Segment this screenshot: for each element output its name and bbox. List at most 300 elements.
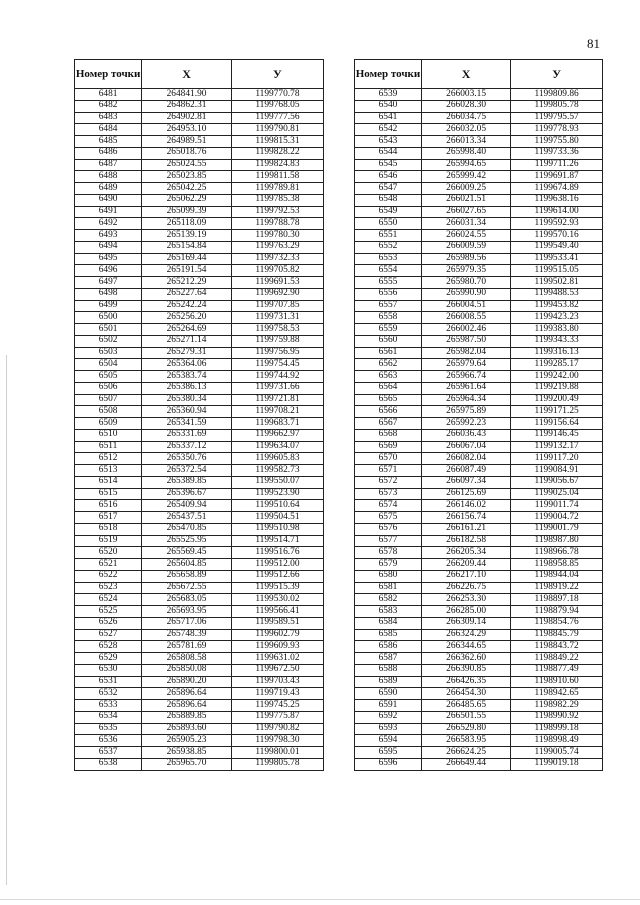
cell-point-number: 6536 bbox=[75, 735, 142, 747]
cell-x: 265990.90 bbox=[421, 288, 510, 300]
cell-y: 1199605.83 bbox=[231, 453, 323, 465]
cell-point-number: 6548 bbox=[355, 194, 422, 206]
table-row bbox=[355, 418, 603, 430]
table-row bbox=[75, 441, 324, 453]
cell-point-number: 6588 bbox=[355, 664, 422, 676]
cell-y: 1199815.31 bbox=[231, 136, 323, 148]
table-row bbox=[75, 288, 324, 300]
cell-point-number: 6523 bbox=[75, 582, 142, 594]
table-row bbox=[355, 253, 603, 265]
table-row bbox=[75, 535, 324, 547]
cell-x: 265717.06 bbox=[142, 617, 232, 629]
cell-y: 1199711.26 bbox=[511, 159, 603, 171]
cell-point-number: 6532 bbox=[75, 688, 142, 700]
cell-x: 265672.55 bbox=[142, 582, 232, 594]
scan-edge-line bbox=[6, 355, 7, 885]
cell-point-number: 6549 bbox=[355, 206, 422, 218]
cell-x: 266082.04 bbox=[421, 453, 510, 465]
table-row bbox=[355, 582, 603, 594]
table-row bbox=[75, 159, 324, 171]
cell-point-number: 6570 bbox=[355, 453, 422, 465]
cell-point-number: 6493 bbox=[75, 230, 142, 242]
table-row bbox=[355, 629, 603, 641]
table-row bbox=[355, 700, 603, 712]
cell-y: 1199745.25 bbox=[231, 700, 323, 712]
cell-point-number: 6552 bbox=[355, 241, 422, 253]
cell-point-number: 6505 bbox=[75, 371, 142, 383]
table-row bbox=[355, 688, 603, 700]
table-row bbox=[355, 124, 603, 136]
cell-y: 1199084.91 bbox=[511, 465, 603, 477]
cell-y: 1199768.05 bbox=[231, 100, 323, 112]
cell-point-number: 6572 bbox=[355, 476, 422, 488]
cell-x: 266182.58 bbox=[421, 535, 510, 547]
cell-point-number: 6566 bbox=[355, 406, 422, 418]
cell-x: 266009.25 bbox=[421, 183, 510, 195]
table-row bbox=[75, 500, 324, 512]
table-row bbox=[75, 218, 324, 230]
cell-point-number: 6573 bbox=[355, 488, 422, 500]
cell-x: 265961.64 bbox=[421, 382, 510, 394]
cell-point-number: 6514 bbox=[75, 476, 142, 488]
cell-point-number: 6553 bbox=[355, 253, 422, 265]
cell-x: 265023.85 bbox=[142, 171, 232, 183]
cell-point-number: 6494 bbox=[75, 241, 142, 253]
cell-point-number: 6528 bbox=[75, 641, 142, 653]
cell-x: 266156.74 bbox=[421, 512, 510, 524]
cell-point-number: 6590 bbox=[355, 688, 422, 700]
cell-x: 265982.04 bbox=[421, 347, 510, 359]
table-row bbox=[75, 371, 324, 383]
cell-y: 1199759.88 bbox=[231, 335, 323, 347]
cell-y: 1198877.49 bbox=[511, 664, 603, 676]
cell-point-number: 6564 bbox=[355, 382, 422, 394]
table-row bbox=[355, 453, 603, 465]
table-row bbox=[355, 594, 603, 606]
cell-y: 1198998.49 bbox=[511, 735, 603, 747]
cell-y: 1199775.87 bbox=[231, 711, 323, 723]
cell-point-number: 6484 bbox=[75, 124, 142, 136]
header-y: У bbox=[231, 60, 323, 89]
cell-point-number: 6533 bbox=[75, 700, 142, 712]
cell-y: 1199703.43 bbox=[231, 676, 323, 688]
cell-point-number: 6517 bbox=[75, 512, 142, 524]
cell-point-number: 6529 bbox=[75, 653, 142, 665]
cell-x: 266485.65 bbox=[421, 700, 510, 712]
cell-y: 1199523.90 bbox=[231, 488, 323, 500]
table-row bbox=[75, 429, 324, 441]
cell-point-number: 6545 bbox=[355, 159, 422, 171]
cell-x: 265994.65 bbox=[421, 159, 510, 171]
cell-x: 265331.69 bbox=[142, 429, 232, 441]
cell-y: 1198854.76 bbox=[511, 617, 603, 629]
cell-y: 1199790.82 bbox=[231, 723, 323, 735]
cell-y: 1199117.20 bbox=[511, 453, 603, 465]
cell-point-number: 6582 bbox=[355, 594, 422, 606]
table-row bbox=[75, 335, 324, 347]
cell-x: 266362.60 bbox=[421, 653, 510, 665]
cell-point-number: 6551 bbox=[355, 230, 422, 242]
cell-y: 1199242.00 bbox=[511, 371, 603, 383]
table-row bbox=[75, 418, 324, 430]
cell-point-number: 6489 bbox=[75, 183, 142, 195]
cell-x: 265256.20 bbox=[142, 312, 232, 324]
coordinates-table-right bbox=[354, 59, 603, 771]
cell-y: 1199692.90 bbox=[231, 288, 323, 300]
table-row bbox=[355, 441, 603, 453]
cell-x: 266324.29 bbox=[421, 629, 510, 641]
table-row bbox=[75, 582, 324, 594]
cell-point-number: 6576 bbox=[355, 523, 422, 535]
cell-point-number: 6547 bbox=[355, 183, 422, 195]
cell-x: 265808.58 bbox=[142, 653, 232, 665]
cell-x: 266161.21 bbox=[421, 523, 510, 535]
cell-y: 1199638.16 bbox=[511, 194, 603, 206]
cell-y: 1199731.66 bbox=[231, 382, 323, 394]
cell-y: 1199004.72 bbox=[511, 512, 603, 524]
cell-y: 1199005.74 bbox=[511, 747, 603, 759]
cell-x: 265893.60 bbox=[142, 723, 232, 735]
cell-y: 1199778.93 bbox=[511, 124, 603, 136]
cell-x: 265850.08 bbox=[142, 664, 232, 676]
cell-x: 265658.89 bbox=[142, 570, 232, 582]
table-row bbox=[75, 465, 324, 477]
cell-y: 1199285.17 bbox=[511, 359, 603, 371]
cell-x: 266027.65 bbox=[421, 206, 510, 218]
table-row bbox=[75, 171, 324, 183]
cell-x: 266008.55 bbox=[421, 312, 510, 324]
cell-point-number: 6509 bbox=[75, 418, 142, 430]
cell-x: 265979.64 bbox=[421, 359, 510, 371]
cell-y: 1199780.30 bbox=[231, 230, 323, 242]
table-row bbox=[75, 253, 324, 265]
cell-x: 265024.55 bbox=[142, 159, 232, 171]
cell-point-number: 6534 bbox=[75, 711, 142, 723]
cell-x: 266067.04 bbox=[421, 441, 510, 453]
table-row bbox=[75, 747, 324, 759]
cell-y: 1199423.23 bbox=[511, 312, 603, 324]
cell-point-number: 6485 bbox=[75, 136, 142, 148]
table-row bbox=[355, 606, 603, 618]
cell-point-number: 6524 bbox=[75, 594, 142, 606]
page-bottom-rule bbox=[0, 899, 640, 900]
cell-y: 1199383.80 bbox=[511, 324, 603, 336]
cell-y: 1199733.36 bbox=[511, 147, 603, 159]
table-row bbox=[75, 136, 324, 148]
cell-point-number: 6563 bbox=[355, 371, 422, 383]
cell-y: 1199785.38 bbox=[231, 194, 323, 206]
cell-point-number: 6486 bbox=[75, 147, 142, 159]
cell-y: 1199705.82 bbox=[231, 265, 323, 277]
cell-point-number: 6508 bbox=[75, 406, 142, 418]
cell-y: 1199662.97 bbox=[231, 429, 323, 441]
cell-y: 1199744.92 bbox=[231, 371, 323, 383]
cell-y: 1199708.21 bbox=[231, 406, 323, 418]
cell-point-number: 6492 bbox=[75, 218, 142, 230]
cell-point-number: 6587 bbox=[355, 653, 422, 665]
cell-point-number: 6499 bbox=[75, 300, 142, 312]
table-row bbox=[75, 653, 324, 665]
table-body-left bbox=[75, 89, 324, 771]
cell-point-number: 6550 bbox=[355, 218, 422, 230]
cell-x: 265683.05 bbox=[142, 594, 232, 606]
header-x: X bbox=[142, 60, 232, 89]
cell-x: 265271.14 bbox=[142, 335, 232, 347]
table-row bbox=[75, 700, 324, 712]
table-row bbox=[355, 758, 603, 770]
table-row bbox=[75, 124, 324, 136]
table-row bbox=[75, 453, 324, 465]
cell-point-number: 6513 bbox=[75, 465, 142, 477]
cell-y: 1199763.29 bbox=[231, 241, 323, 253]
cell-point-number: 6568 bbox=[355, 429, 422, 441]
cell-x: 265372.54 bbox=[142, 465, 232, 477]
cell-x: 265905.23 bbox=[142, 735, 232, 747]
cell-y: 1199132.17 bbox=[511, 441, 603, 453]
cell-point-number: 6519 bbox=[75, 535, 142, 547]
cell-y: 1199758.53 bbox=[231, 324, 323, 336]
cell-y: 1199510.98 bbox=[231, 523, 323, 535]
cell-point-number: 6581 bbox=[355, 582, 422, 594]
cell-point-number: 6526 bbox=[75, 617, 142, 629]
cell-x: 266501.55 bbox=[421, 711, 510, 723]
cell-y: 1198849.22 bbox=[511, 653, 603, 665]
cell-y: 1198958.85 bbox=[511, 559, 603, 571]
cell-point-number: 6558 bbox=[355, 312, 422, 324]
cell-y: 1199156.64 bbox=[511, 418, 603, 430]
cell-point-number: 6575 bbox=[355, 512, 422, 524]
table-row bbox=[355, 664, 603, 676]
cell-y: 1199025.04 bbox=[511, 488, 603, 500]
table-row bbox=[75, 711, 324, 723]
cell-point-number: 6530 bbox=[75, 664, 142, 676]
cell-y: 1199011.74 bbox=[511, 500, 603, 512]
table-row bbox=[75, 347, 324, 359]
cell-y: 1199828.22 bbox=[231, 147, 323, 159]
cell-point-number: 6596 bbox=[355, 758, 422, 770]
cell-point-number: 6556 bbox=[355, 288, 422, 300]
cell-point-number: 6501 bbox=[75, 324, 142, 336]
cell-point-number: 6543 bbox=[355, 136, 422, 148]
table-row bbox=[355, 382, 603, 394]
cell-x: 266205.34 bbox=[421, 547, 510, 559]
cell-y: 1199631.02 bbox=[231, 653, 323, 665]
cell-x: 264989.51 bbox=[142, 136, 232, 148]
table-row bbox=[75, 230, 324, 242]
cell-x: 266087.49 bbox=[421, 465, 510, 477]
cell-x: 265364.06 bbox=[142, 359, 232, 371]
table-row bbox=[75, 147, 324, 159]
cell-x: 265980.70 bbox=[421, 277, 510, 289]
cell-x: 265227.64 bbox=[142, 288, 232, 300]
cell-point-number: 6592 bbox=[355, 711, 422, 723]
cell-point-number: 6516 bbox=[75, 500, 142, 512]
cell-y: 1199001.79 bbox=[511, 523, 603, 535]
cell-x: 266021.51 bbox=[421, 194, 510, 206]
cell-y: 1198910.60 bbox=[511, 676, 603, 688]
cell-y: 1199691.87 bbox=[511, 171, 603, 183]
cell-point-number: 6560 bbox=[355, 335, 422, 347]
cell-y: 1199510.64 bbox=[231, 500, 323, 512]
cell-y: 1199800.01 bbox=[231, 747, 323, 759]
coordinates-table-left bbox=[74, 59, 324, 771]
cell-y: 1199530.02 bbox=[231, 594, 323, 606]
cell-y: 1199824.83 bbox=[231, 159, 323, 171]
cell-point-number: 6562 bbox=[355, 359, 422, 371]
cell-x: 265938.85 bbox=[142, 747, 232, 759]
cell-point-number: 6500 bbox=[75, 312, 142, 324]
cell-point-number: 6561 bbox=[355, 347, 422, 359]
cell-y: 1199609.93 bbox=[231, 641, 323, 653]
cell-x: 266036.43 bbox=[421, 429, 510, 441]
table-row bbox=[355, 465, 603, 477]
table-row bbox=[355, 512, 603, 524]
cell-y: 1199592.93 bbox=[511, 218, 603, 230]
table-header-row bbox=[75, 60, 324, 89]
cell-y: 1199790.81 bbox=[231, 124, 323, 136]
cell-x: 266032.05 bbox=[421, 124, 510, 136]
cell-point-number: 6544 bbox=[355, 147, 422, 159]
cell-x: 265062.29 bbox=[142, 194, 232, 206]
cell-point-number: 6525 bbox=[75, 606, 142, 618]
table-row bbox=[75, 488, 324, 500]
cell-y: 1199502.81 bbox=[511, 277, 603, 289]
table-row bbox=[75, 664, 324, 676]
cell-x: 265279.31 bbox=[142, 347, 232, 359]
cell-y: 1199504.51 bbox=[231, 512, 323, 524]
cell-y: 1198897.18 bbox=[511, 594, 603, 606]
table-row bbox=[75, 100, 324, 112]
table-row bbox=[355, 641, 603, 653]
cell-x: 265998.40 bbox=[421, 147, 510, 159]
cell-point-number: 6586 bbox=[355, 641, 422, 653]
cell-y: 1199582.73 bbox=[231, 465, 323, 477]
cell-x: 265890.20 bbox=[142, 676, 232, 688]
table-row bbox=[355, 89, 603, 101]
cell-point-number: 6518 bbox=[75, 523, 142, 535]
cell-y: 1199533.41 bbox=[511, 253, 603, 265]
table-row bbox=[355, 241, 603, 253]
header-y: У bbox=[511, 60, 603, 89]
table-row bbox=[75, 735, 324, 747]
header-point-number: Номер точки bbox=[355, 60, 422, 89]
cell-x: 266097.34 bbox=[421, 476, 510, 488]
cell-x: 266034.75 bbox=[421, 112, 510, 124]
cell-y: 1199798.30 bbox=[231, 735, 323, 747]
cell-point-number: 6585 bbox=[355, 629, 422, 641]
table-row bbox=[75, 641, 324, 653]
cell-x: 265380.34 bbox=[142, 394, 232, 406]
cell-x: 265979.35 bbox=[421, 265, 510, 277]
table-row bbox=[75, 688, 324, 700]
cell-x: 266217.10 bbox=[421, 570, 510, 582]
cell-y: 1199171.25 bbox=[511, 406, 603, 418]
cell-x: 266285.00 bbox=[421, 606, 510, 618]
cell-point-number: 6589 bbox=[355, 676, 422, 688]
cell-y: 1199770.78 bbox=[231, 89, 323, 101]
cell-y: 1199219.88 bbox=[511, 382, 603, 394]
table-row bbox=[355, 100, 603, 112]
table-row bbox=[355, 723, 603, 735]
cell-y: 1199789.81 bbox=[231, 183, 323, 195]
cell-y: 1199672.50 bbox=[231, 664, 323, 676]
cell-point-number: 6483 bbox=[75, 112, 142, 124]
table-row bbox=[75, 194, 324, 206]
cell-y: 1198944.04 bbox=[511, 570, 603, 582]
table-row bbox=[355, 288, 603, 300]
cell-point-number: 6515 bbox=[75, 488, 142, 500]
cell-y: 1198879.94 bbox=[511, 606, 603, 618]
cell-x: 265212.29 bbox=[142, 277, 232, 289]
cell-x: 266146.02 bbox=[421, 500, 510, 512]
table-row bbox=[75, 265, 324, 277]
table-row bbox=[75, 89, 324, 101]
cell-x: 265889.85 bbox=[142, 711, 232, 723]
table-row bbox=[355, 194, 603, 206]
cell-x: 266649.44 bbox=[421, 758, 510, 770]
table-row bbox=[355, 136, 603, 148]
cell-point-number: 6502 bbox=[75, 335, 142, 347]
cell-x: 265396.67 bbox=[142, 488, 232, 500]
cell-y: 1198919.22 bbox=[511, 582, 603, 594]
table-row bbox=[75, 629, 324, 641]
table-row bbox=[75, 382, 324, 394]
cell-x: 264953.10 bbox=[142, 124, 232, 136]
cell-y: 1198982.29 bbox=[511, 700, 603, 712]
cell-y: 1199512.66 bbox=[231, 570, 323, 582]
cell-x: 266003.15 bbox=[421, 89, 510, 101]
cell-x: 266426.35 bbox=[421, 676, 510, 688]
cell-x: 266031.34 bbox=[421, 218, 510, 230]
cell-point-number: 6506 bbox=[75, 382, 142, 394]
cell-point-number: 6546 bbox=[355, 171, 422, 183]
cell-point-number: 6595 bbox=[355, 747, 422, 759]
cell-x: 266013.34 bbox=[421, 136, 510, 148]
cell-x: 264902.81 bbox=[142, 112, 232, 124]
table-row bbox=[75, 206, 324, 218]
cell-y: 1199755.80 bbox=[511, 136, 603, 148]
cell-x: 265992.23 bbox=[421, 418, 510, 430]
cell-x: 265965.70 bbox=[142, 758, 232, 770]
cell-point-number: 6565 bbox=[355, 394, 422, 406]
cell-x: 266309.14 bbox=[421, 617, 510, 629]
cell-point-number: 6531 bbox=[75, 676, 142, 688]
cell-y: 1199795.57 bbox=[511, 112, 603, 124]
table-row bbox=[75, 523, 324, 535]
table-row bbox=[75, 547, 324, 559]
cell-y: 1199566.41 bbox=[231, 606, 323, 618]
cell-x: 266454.30 bbox=[421, 688, 510, 700]
table-row bbox=[355, 183, 603, 195]
table-row bbox=[355, 547, 603, 559]
cell-y: 1199550.07 bbox=[231, 476, 323, 488]
cell-y: 1199056.67 bbox=[511, 476, 603, 488]
cell-point-number: 6541 bbox=[355, 112, 422, 124]
cell-point-number: 6578 bbox=[355, 547, 422, 559]
cell-point-number: 6577 bbox=[355, 535, 422, 547]
table-row bbox=[355, 335, 603, 347]
cell-x: 265169.44 bbox=[142, 253, 232, 265]
cell-y: 1198966.78 bbox=[511, 547, 603, 559]
cell-point-number: 6507 bbox=[75, 394, 142, 406]
cell-point-number: 6584 bbox=[355, 617, 422, 629]
cell-x: 265569.45 bbox=[142, 547, 232, 559]
cell-y: 1199792.53 bbox=[231, 206, 323, 218]
cell-y: 1199788.78 bbox=[231, 218, 323, 230]
table-row bbox=[355, 206, 603, 218]
cell-x: 266344.65 bbox=[421, 641, 510, 653]
cell-x: 265242.24 bbox=[142, 300, 232, 312]
